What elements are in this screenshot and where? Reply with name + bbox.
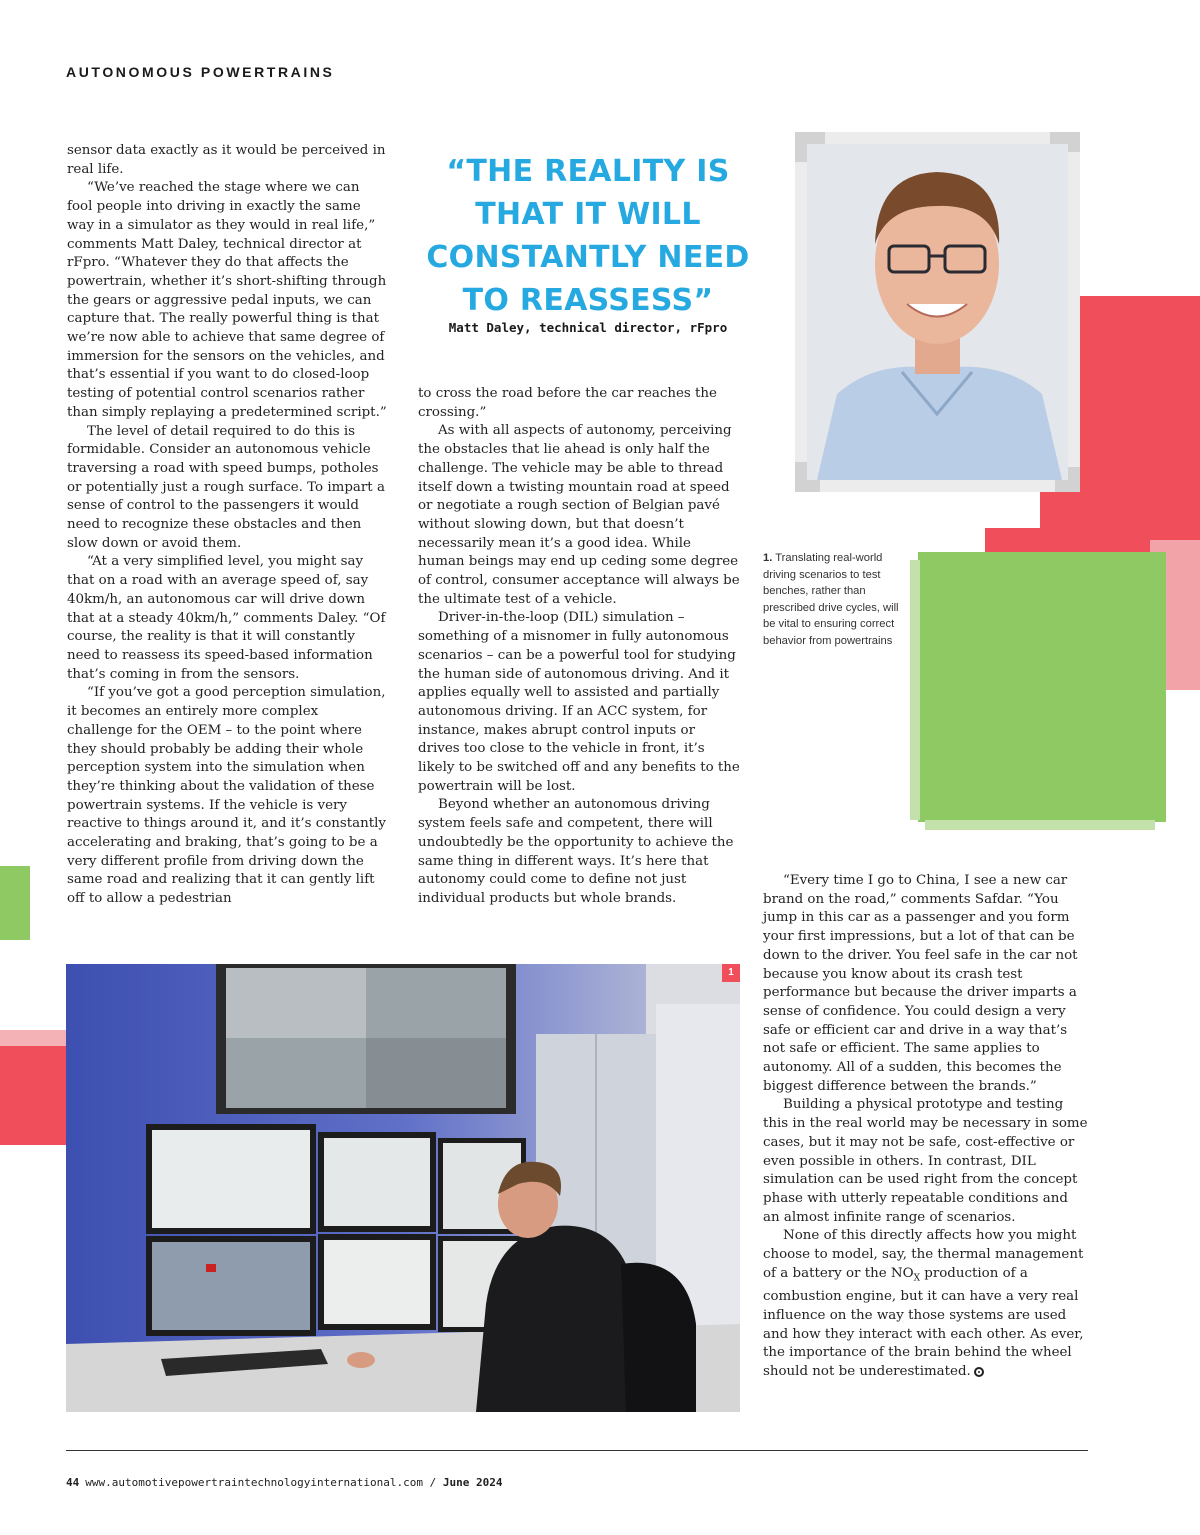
body-column-3: [763, 872, 1088, 1382]
end-mark-icon: [974, 1367, 984, 1377]
simulator-control-room-photo: [66, 964, 740, 1412]
subscript-x: X: [913, 1273, 921, 1284]
caption-text: Translating real-world driving scenarios to test benches, rather than prescribed drive cycles, will be vital to ensuring correct behavior from powertrains: [763, 552, 899, 647]
decor-green-fade-bottom: [925, 820, 1155, 830]
paragraph: “If you’ve got a good perception simulation, it becomes an entirely more complex challenge for the OEM – to the point where they should probably be adding their whole perception system into the simulation when they’re thinking about the validation of these powertrain systems. If the vehicle is very reactive to things around it, and it’s constantly accelerating and braking, that’s going to be a very different profile from driving down the same road and realizing that it can gently lift off to allow a pedestrian: [67, 685, 386, 907]
paragraph: The level of detail required to do this is formidable. Consider an autonomous vehicle traversing a road with speed bumps, potholes or potentially just a rough surface. To impart a sense of control to the passengers it would need to recognize these obstacles and then slow down or avoid them.: [67, 423, 385, 551]
pull-quote-attribution: Matt Daley, technical director, rFpro: [448, 320, 728, 335]
paragraph-text: None of this directly affects how you might choose to model, say, the thermal management of a battery or the NO: [763, 1228, 1084, 1281]
paragraph: to cross the road before the car reaches the crossing.”: [418, 386, 717, 420]
paragraph: “We’ve reached the stage where we can fool people into driving in exactly the same way in a simulator as they would in real life,” comments Matt Daley, technical director at rFpro. “Whatever they do that affects the powertrain, whether it’s short-shifting through the gears or aggressive pedal inputs, we can capture that. The really powerful thing is that we’re now able to achieve that same degree of immersion for the sensors on the vehicles, and that’s essential if you want to do closed-loop testing of potential control scenarios rather than simply replaying a predetermined script.”: [67, 180, 387, 420]
body-column-1: [67, 142, 387, 909]
paragraph: [763, 1227, 1088, 1381]
paragraph: “At a very simplified level, you might say that on a road with an average speed of, say 40km/h, an autonomous car will drive down that at a steady 40km/h,” comments Daley. “Of course, the reality is that it will constantly need to reassess its speed-based information that’s coming in from the sensors.: [67, 554, 386, 682]
paragraph: sensor data exactly as it would be perceived in real life.: [67, 143, 386, 177]
portrait-frame: [795, 132, 1080, 492]
footer-divider: [66, 1450, 1088, 1451]
body-column-2: [418, 385, 740, 909]
paragraph: Building a physical prototype and testing this in the real world may be necessary in some cases, but it may not be safe, cost-effective or even possible in others. In contrast, DIL simulation can be used right from the concept phase with utterly repeatable conditions and an almost infinite range of scenarios.: [763, 1097, 1088, 1225]
pull-quote: “THE REALITY IS THAT IT WILL CONSTANTLY NEED TO REASSESS”: [426, 154, 750, 318]
footer: [66, 1476, 502, 1489]
footer-url: www.automotivepowertraintechnologyinternational.com /: [85, 1476, 443, 1489]
paragraph: As with all aspects of autonomy, perceiving the obstacles that lie ahead is only half the challenge. The vehicle may be able to thread itself down a twisting mountain road at speed or negotiate a rough section of Belgian pavé without slowing down, but that doesn’t necessarily mean it’s a good idea. While human beings may end up ceding some degree of control, consumer acceptance will always be the ultimate test of a vehicle.: [418, 423, 740, 607]
issue-date: June 2024: [442, 1476, 503, 1489]
paragraph: “Every time I go to China, I see a new car brand on the road,” comments Safdar. “You jump in this car as a passenger and you form your first impressions, but a lot of that can be down to the driver. You feel safe in the car not because you know about its crash test performance but because the driver imparts a sense of confidence. You could design a very safe or efficient car and drive in a way that’s not safe or efficient. The same applies to autonomy. All of a sudden, this becomes the biggest difference between the brands.”: [763, 873, 1078, 1094]
decor-green-fade-edge: [910, 560, 920, 820]
paragraph: Beyond whether an autonomous driving system feels safe and competent, there will undoubtedly be the opportunity to achieve the same thing in different ways. It’s here that autonomy could come to define not just individual products but whole brands.: [418, 797, 734, 906]
page-number: 44: [66, 1476, 80, 1489]
photo-caption: [763, 550, 903, 649]
section-header: AUTONOMOUS POWERTRAINS: [66, 64, 335, 80]
decor-green-block-left: [0, 866, 30, 940]
paragraph: Driver-in-the-loop (DIL) simulation – something of a misnomer in fully autonomous scenarios – can be a powerful tool for studying the human side of autonomous driving. And it applies equally well to assisted and partially autonomous driving. If an ACC system, for instance, makes abrupt control inputs or drives too close to the vehicle in front, it’s likely to be switched off and any benefits to the powertrain will be lost.: [418, 610, 740, 794]
paragraph-text: production of a combustion engine, but it can have a very real influence on the way those systems are used and how they interact with each other. As ever, the importance of the brain behind the wheel should not be underestimated.: [763, 1265, 1084, 1379]
caption-number: 1.: [763, 552, 773, 564]
decor-green-block-right: [918, 552, 1166, 822]
portrait-photo: [807, 144, 1068, 480]
photo-number-badge: 1: [722, 964, 740, 982]
